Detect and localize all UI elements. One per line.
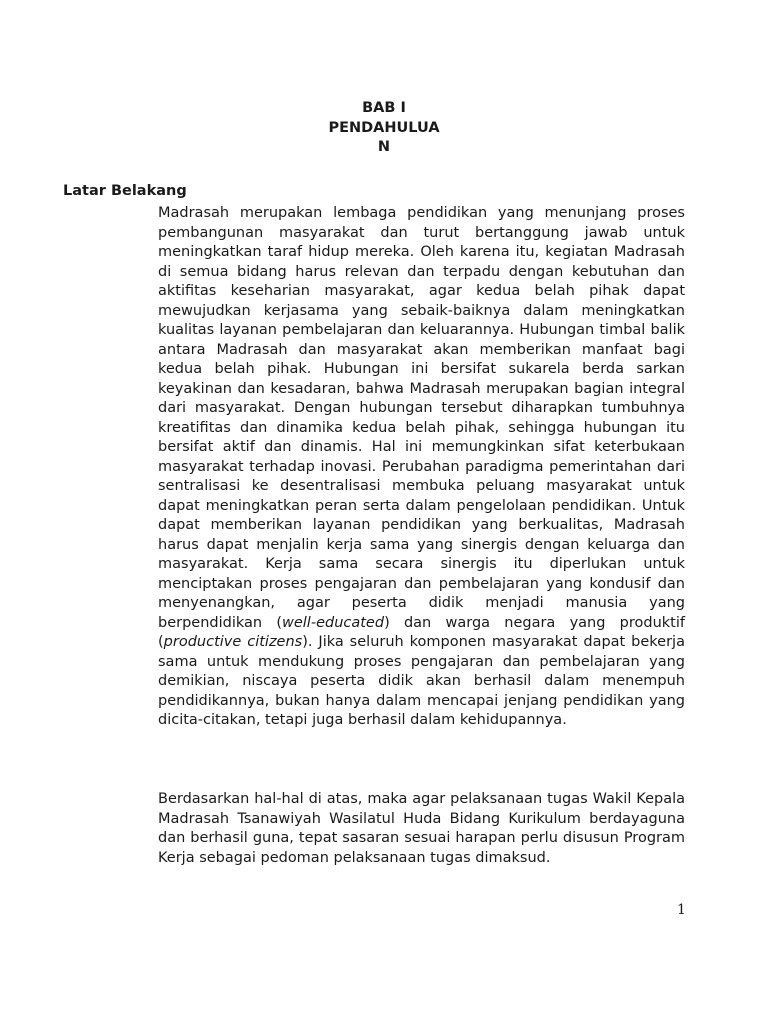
chapter-heading	[0, 99, 768, 158]
section-title: Latar Belakang	[63, 183, 187, 199]
page-number: 1	[677, 902, 686, 918]
paragraph-1-text-part-3: ). Jika seluruh komponen masyarakat dapat bekerja sama untuk mendukung proses pengajaran dan pembelajaran yang demikian, niscaya peserta didik akan berhasil dalam menempuh pendidikannya, bukan hanya dalam mencapai jenjang pendidikan yang dicita-citakan, tetapi juga berhasil dalam kehidupannya.	[158, 634, 685, 728]
paragraph-1-text-part-2: ) dan warga negara yang produktif (	[158, 614, 685, 650]
chapter-heading-line-3: N	[377, 139, 391, 155]
italic-term-productive-citizens: productive citizens	[163, 634, 303, 650]
chapter-heading-line-2: PENDAHULUA	[328, 119, 440, 136]
italic-term-well-educated: well-educated	[282, 614, 385, 631]
body-paragraph-2: Berdasarkan hal-hal di atas, maka agar pelaksanaan tugas Wakil Kepala Madrasah Tsanawiyah Wasilatul Huda Bidang Kurikulum berdayaguna dan berhasil guna, tepat sasaran sesuai harapan perlu disusun Program Kerja sebagai pedoman pelaksanaan tugas dimaksud.	[158, 791, 685, 866]
paragraph-1-text-part-1: Madrasah merupakan lembaga pendidikan yang menunjang proses pembangunan masyarakat dan turut bertanggung jawab untuk meningkatkan taraf hidup mereka. Oleh karena itu, kegiatan Madrasah di semua bidang harus relevan dan terpadu dengan kebutuhan dan aktifitas keseharian masyarakat, agar kedua belah pihak dapat mewujudkan kerjasama yang sebaik-baiknya dalam meningkatkan kualitas layanan pembelajaran dan keluarannya. Hubungan timbal balik antara Madrasah dan masyarakat akan memberikan manfaat bagi kedua belah pihak. Hubungan ini bersifat sukarela berda sarkan keyakinan dan kesadaran, bahwa Madrasah merupakan bagian integral dari masyarakat. Dengan hubungan tersebut diharapkan tumbuhnya kreatifitas dan dinamika kedua belah pihak, sehingga hubungan itu bersifat aktif dan dinamis. Hal ini memungkinkan sifat keterbukaan masyarakat terhadap inovasi. Perubahan paradigma pemerintahan dari sentralisasi ke desentralisasi membuka peluang masyarakat untuk dapat meningkatkan peran serta dalam pengelolaan pendidikan. Untuk dapat memberikan layanan pendidikan yang berkualitas, Madrasah harus dapat menjalin kerja sama yang sinergis dengan keluarga dan masyarakat. Kerja sama secara sinergis itu diperlukan untuk menciptakan proses pengajaran dan pembelajaran yang kondusif dan menyenangkan, agar peserta didik menjadi manusia yang berpendidikan (	[158, 205, 685, 631]
body-paragraph-1	[158, 204, 685, 731]
chapter-heading-line-1: BAB I	[362, 100, 406, 116]
